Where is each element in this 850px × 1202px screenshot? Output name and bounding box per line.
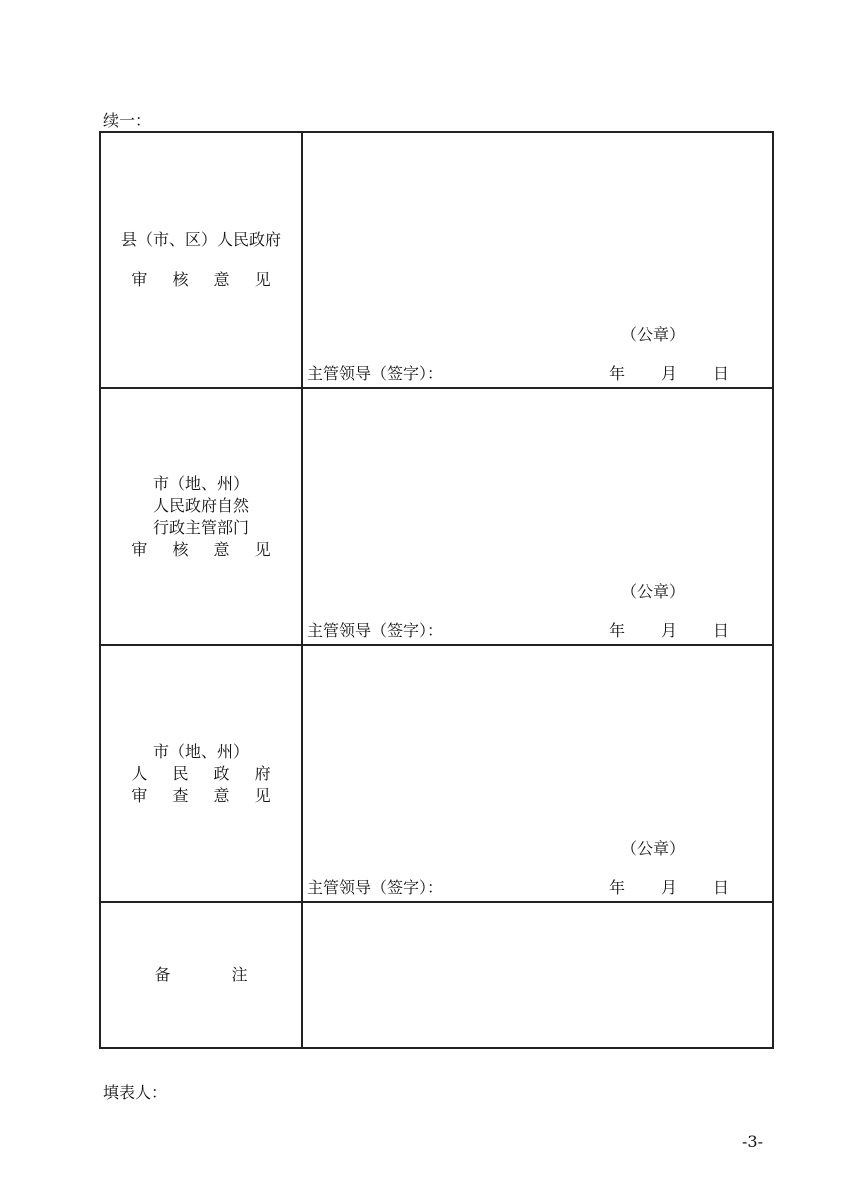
date-year-label: 年 bbox=[609, 621, 626, 640]
county-review-label-cell bbox=[100, 132, 302, 388]
official-seal-label: （公章） bbox=[621, 582, 686, 601]
signature-label: 主管领导（签字）： bbox=[307, 621, 444, 640]
city-prefecture-label: 市（地、州） bbox=[152, 741, 249, 761]
county-review-opinion-area[interactable] bbox=[302, 132, 773, 388]
table-row-county-review bbox=[100, 132, 773, 388]
date-day-label: 日 bbox=[713, 878, 730, 897]
administrative-department-label: 行政主管部门 bbox=[152, 517, 249, 537]
page-number: -3- bbox=[742, 1132, 763, 1151]
date-day-label: 日 bbox=[713, 364, 730, 383]
date-month-label: 月 bbox=[661, 621, 678, 640]
remarks-label: 备 注 bbox=[154, 965, 276, 984]
date-month-label: 月 bbox=[661, 364, 678, 383]
review-opinion-table bbox=[99, 131, 774, 1049]
review-opinion-label: 审 核 意 见 bbox=[131, 539, 281, 559]
remarks-content-area[interactable] bbox=[302, 902, 773, 1048]
table-row-city-government-examination bbox=[100, 645, 773, 902]
city-government-examination-opinion-area[interactable] bbox=[302, 645, 773, 902]
remarks-label-cell bbox=[100, 902, 302, 1048]
city-prefecture-label: 市（地、州） bbox=[152, 473, 249, 493]
date-day-label: 日 bbox=[713, 621, 730, 640]
people-government-natural-label: 人民政府自然 bbox=[152, 495, 249, 515]
city-land-review-label-cell bbox=[100, 388, 302, 645]
city-land-review-opinion-area[interactable] bbox=[302, 388, 773, 645]
examination-opinion-label: 审 查 意 见 bbox=[131, 785, 281, 805]
table-row-city-land-review bbox=[100, 388, 773, 645]
continued-label: 续一： bbox=[103, 111, 152, 130]
signature-label: 主管领导（签字）： bbox=[307, 878, 444, 897]
review-opinion-label: 审 核 意 见 bbox=[131, 270, 281, 289]
date-year-label: 年 bbox=[609, 878, 626, 897]
date-month-label: 月 bbox=[661, 878, 678, 897]
official-seal-label: （公章） bbox=[621, 325, 686, 344]
city-government-examination-label-cell bbox=[100, 645, 302, 902]
date-year-label: 年 bbox=[609, 364, 626, 383]
signature-label: 主管领导（签字）： bbox=[307, 364, 444, 383]
official-seal-label: （公章） bbox=[621, 839, 686, 858]
form-preparer-label: 填表人： bbox=[103, 1083, 168, 1102]
table-row-remarks bbox=[100, 902, 773, 1048]
county-government-label: 县（市、区）人民政府 bbox=[120, 230, 281, 249]
people-government-label: 人 民 政 府 bbox=[131, 763, 281, 783]
